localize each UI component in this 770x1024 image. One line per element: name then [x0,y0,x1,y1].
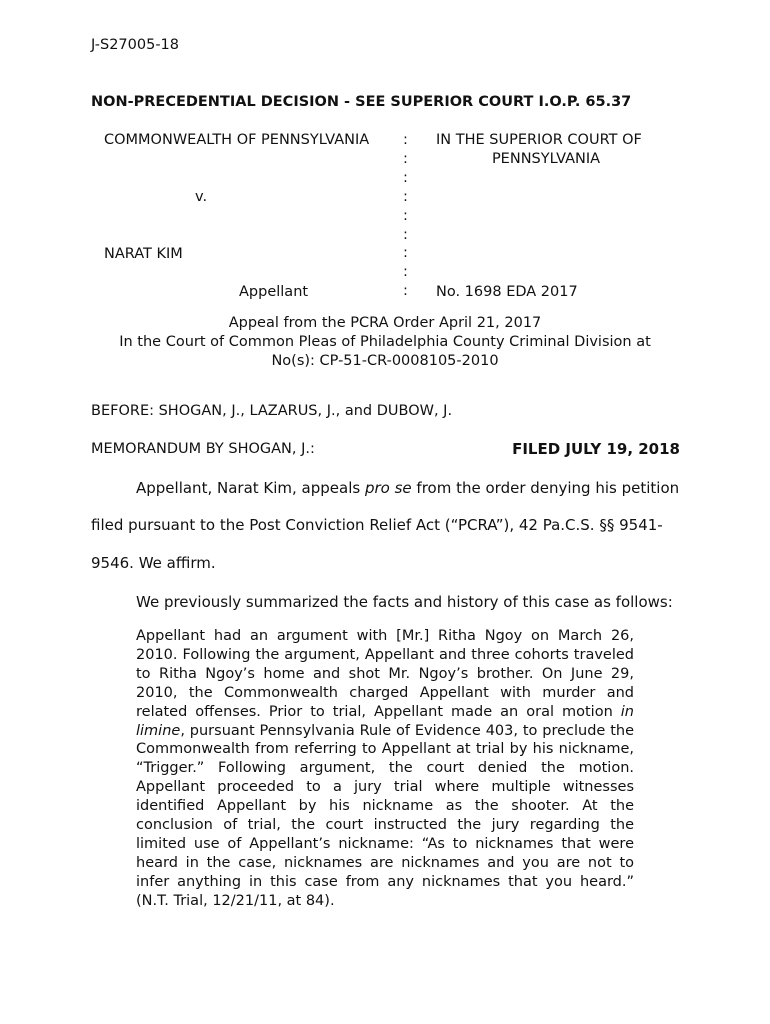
non-precedential-banner: NON-PRECEDENTIAL DECISION - SEE SUPERIOR COURT I.O.P. 65.37 [91,94,632,110]
appellant-role: Appellant [239,284,309,300]
appeal-info-line2: In the Court of Common Pleas of Philadelphia County Criminal Division at [119,334,651,350]
defendant-name: NARAT KIM [104,246,183,262]
appeal-info-line3: No(s): CP-51-CR-0008105-2010 [271,353,499,369]
filed-date: FILED JULY 19, 2018 [512,440,680,458]
colon-mark: : [403,245,408,262]
docket-number: No. 1698 EDA 2017 [436,284,578,300]
colon-mark: : [403,283,408,300]
block-quote: Appellant had an argument with [Mr.] Ritha Ngoy on March 26, 2010. Following the argument, Appellant and three cohorts traveled to Ritha Ngoy’s home and shot Mr. Ngoy’s brother. On June 29, 2010, the Commonwealth charged Appellant with murder and related offenses. Prior to trial, Appellant made an oral motion in limine, pursuant Pennsylvania Rule of Evidence 403, to preclude the Commonwealth from referring to Appellant at trial by his nickname, “Trigger.” Following argument, the court denied the motion. Appellant proceeded to a jury trial where multiple witnesses identified Appellant by his nickname as the shooter. At the conclusion of trial, the court instructed the jury regarding the limited use of Appellant’s nickname: “As to nicknames that were heard in the case, nicknames are nicknames and you are not to infer anything in this case from any nicknames that you heard.” (N.T. Trial, 12/21/11, at 84). [136,628,634,909]
appeal-info-line1: Appeal from the PCRA Order April 21, 2017 [228,315,542,331]
colon-mark: : [403,132,408,148]
plaintiff-name: COMMONWEALTH OF PENNSYLVANIA [104,132,370,148]
colon-mark: : [403,264,408,281]
colon-mark: : [403,207,408,224]
court-name-line1: IN THE SUPERIOR COURT OF [436,132,642,148]
pro-se-italic: pro se [364,479,412,497]
memorandum-author: MEMORANDUM BY SHOGAN, J.: [91,441,315,457]
opening-line-1: Appellant, Narat Kim, appeals pro se from the order denying his petition [136,479,680,497]
colon-mark: : [403,150,408,167]
opening-line-2: filed pursuant to the Post Conviction Relief Act (“PCRA”), 42 Pa.C.S. §§ 9541- [91,516,663,534]
colon-divider [403,131,413,301]
quote-intro: We previously summarized the facts and history of this case as follows: [136,593,673,611]
docket-header: J-S27005-18 [91,37,180,53]
in-limine-italic: in limine [136,703,634,739]
opening-line-3: 9546. We affirm. [91,554,216,572]
colon-mark: : [403,226,408,243]
court-name-line2: PENNSYLVANIA [491,151,601,167]
panel-line: BEFORE: SHOGAN, J., LAZARUS, J., and DUBOW, J. [91,403,453,419]
colon-mark: : [403,188,408,205]
colon-mark: : [403,169,408,186]
versus-label: v. [195,189,208,205]
